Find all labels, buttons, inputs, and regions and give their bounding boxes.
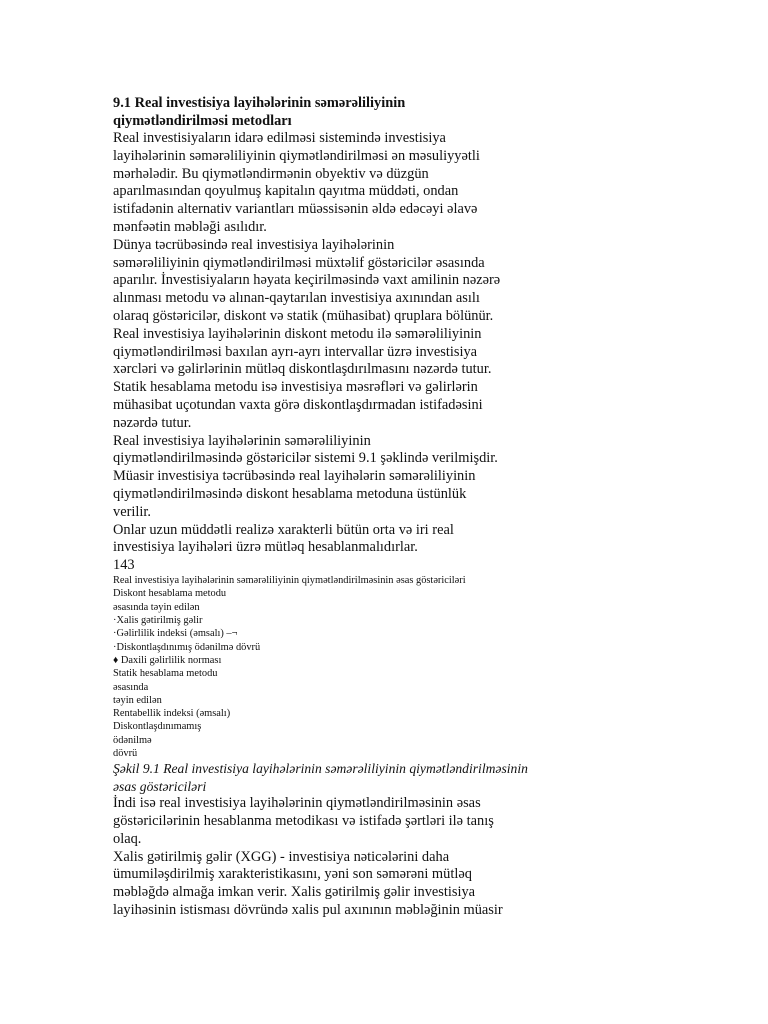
text-line: aparılmasından qoyulmuş kapitalın qayıtma müddəti, ondan bbox=[113, 183, 459, 200]
body-text-top bbox=[113, 130, 533, 557]
figure-line: əsasında bbox=[113, 681, 149, 693]
heading-line: 9.1 Real investisiya layihələrinin səmərəliliyinin bbox=[113, 95, 406, 111]
text-line: mənfəətin məbləği asılıdır. bbox=[113, 218, 267, 235]
heading-line: qiymətləndirilməsi metodları bbox=[113, 113, 292, 129]
text-line: verilir. bbox=[113, 503, 151, 520]
text-line: qiymətləndirilməsi baxılan ayrı-ayrı intervallar üzrə investisiya bbox=[113, 343, 478, 360]
figure-line: Diskontlaşdınımamış bbox=[113, 721, 202, 733]
figure-line: əsasında təyin edilən bbox=[113, 601, 200, 613]
text-line: Real investisiyaların idarə edilməsi sistemində investisiya bbox=[113, 130, 446, 146]
section-heading bbox=[113, 94, 533, 130]
text-line: Statik hesablama metodu isə investisiya məsrəfləri və gəlirlərin bbox=[113, 379, 478, 396]
text-line: qiymətləndirilməsində diskont hesablama metoduna üstünlük bbox=[113, 485, 467, 502]
text-line: mərhələdir. Bu qiymətləndirmənin obyektiv və düzgün bbox=[113, 165, 429, 182]
figure-line: Statik hesablama metodu bbox=[113, 668, 218, 680]
text-line: ümumiləşdirilmiş xarakteristikasını, yəni son səmərəni mütləq bbox=[113, 866, 472, 883]
figure-line: ♦ Daxili gəlirlilik norması bbox=[113, 654, 222, 666]
text-line: Real investisiya layihələrinin səmərəliliyinin bbox=[113, 432, 371, 449]
figure-line: təyin edilən bbox=[113, 694, 162, 706]
text-line: xərcləri və gəlirlərinin mütləq diskontlaşdırılmasını nəzərdə tutur. bbox=[113, 361, 492, 378]
text-line: göstəricilərinin hesablanma metodikası və istifadə şərtləri ilə tanış bbox=[113, 813, 494, 830]
text-line: məbləğdə almağa imkan verir. Xalis gətirilmiş gəlir investisiya bbox=[113, 884, 476, 901]
text-line: Xalis gətirilmiş gəlir (XGG) - investisiya nəticələrini daha bbox=[113, 848, 450, 865]
text-line: layihəsinin istisması dövründə xalis pul axınının məbləğinin müasir bbox=[113, 902, 503, 919]
text-line: Onlar uzun müddətli realizə xarakterli bütün orta və iri real bbox=[113, 521, 454, 538]
figure-line: dövrü bbox=[113, 747, 138, 759]
text-line: investisiya layihələri üzrə mütləq hesablanmalıdırlar. bbox=[113, 539, 418, 556]
figure-text bbox=[113, 574, 533, 760]
figure-line: Rentabellik indeksi (əmsalı) bbox=[113, 708, 231, 720]
figure-line: Diskont hesablama metodu bbox=[113, 588, 227, 600]
text-line: mühasibat uçotundan vaxta görə diskontlaşdırmadan istifadəsini bbox=[113, 396, 483, 413]
text-line: Real investisiya layihələrinin diskont metodu ilə səmərəliliyinin bbox=[113, 325, 482, 342]
text-line: nəzərdə tutur. bbox=[113, 414, 192, 431]
text-line: olaraq göstəricilər, diskont və statik (mühasibat) qruplara bölünür. bbox=[113, 307, 494, 324]
figure-line: ·Gəlirlilik indeksi (əmsalı) –¬ bbox=[113, 628, 238, 640]
text-line: istifadənin alternativ variantları müəssisənin əldə edəcəyi əlavə bbox=[113, 201, 478, 218]
document-content bbox=[113, 94, 533, 920]
figure-caption bbox=[113, 760, 533, 795]
text-line: alınması metodu və alınan-qaytarılan investisiya axınından asılı bbox=[113, 290, 480, 307]
caption-line: əsas göstəriciləri bbox=[113, 778, 207, 794]
figure-line: ·Xalis gətirilmiş gəlir bbox=[113, 615, 203, 627]
text-line: qiymətləndirilməsində göstəricilər sistemi 9.1 şəklində verilmişdir. bbox=[113, 450, 498, 467]
figure-line: ödənilmə bbox=[113, 734, 152, 746]
figure-line: ·Diskontlaşdınımış ödənilmə dövrü bbox=[113, 641, 261, 653]
text-line: layihələrinin səmərəliliyinin qiymətləndirilməsi ən məsuliyyətli bbox=[113, 147, 480, 164]
body-text-bottom bbox=[113, 795, 533, 920]
text-line: Müasir investisiya təcrübəsində real layihələrin səmərəliliyinin bbox=[113, 468, 476, 485]
caption-line: Şəkil 9.1 Real investisiya layihələrinin səmərəliliyinin qiymətləndirilməsinin bbox=[113, 761, 528, 777]
page-number: 143 bbox=[113, 557, 135, 574]
text-line: Dünya təcrübəsində real investisiya layihələrinin bbox=[113, 236, 395, 253]
figure-line: Real investisiya layihələrinin səmərəliliyinin qiymətləndirilməsinin əsas göstəriciləri bbox=[113, 575, 466, 587]
text-line: İndi isə real investisiya layihələrinin qiymətləndirilməsinin əsas bbox=[113, 795, 481, 812]
text-line: səmərəliliyinin qiymətləndirilməsi müxtəlif göstəricilər əsasında bbox=[113, 254, 485, 271]
text-line: aparılır. İnvestisiyaların həyata keçirilməsində vaxt amilinin nəzərə bbox=[113, 272, 501, 289]
text-line: olaq. bbox=[113, 830, 142, 847]
